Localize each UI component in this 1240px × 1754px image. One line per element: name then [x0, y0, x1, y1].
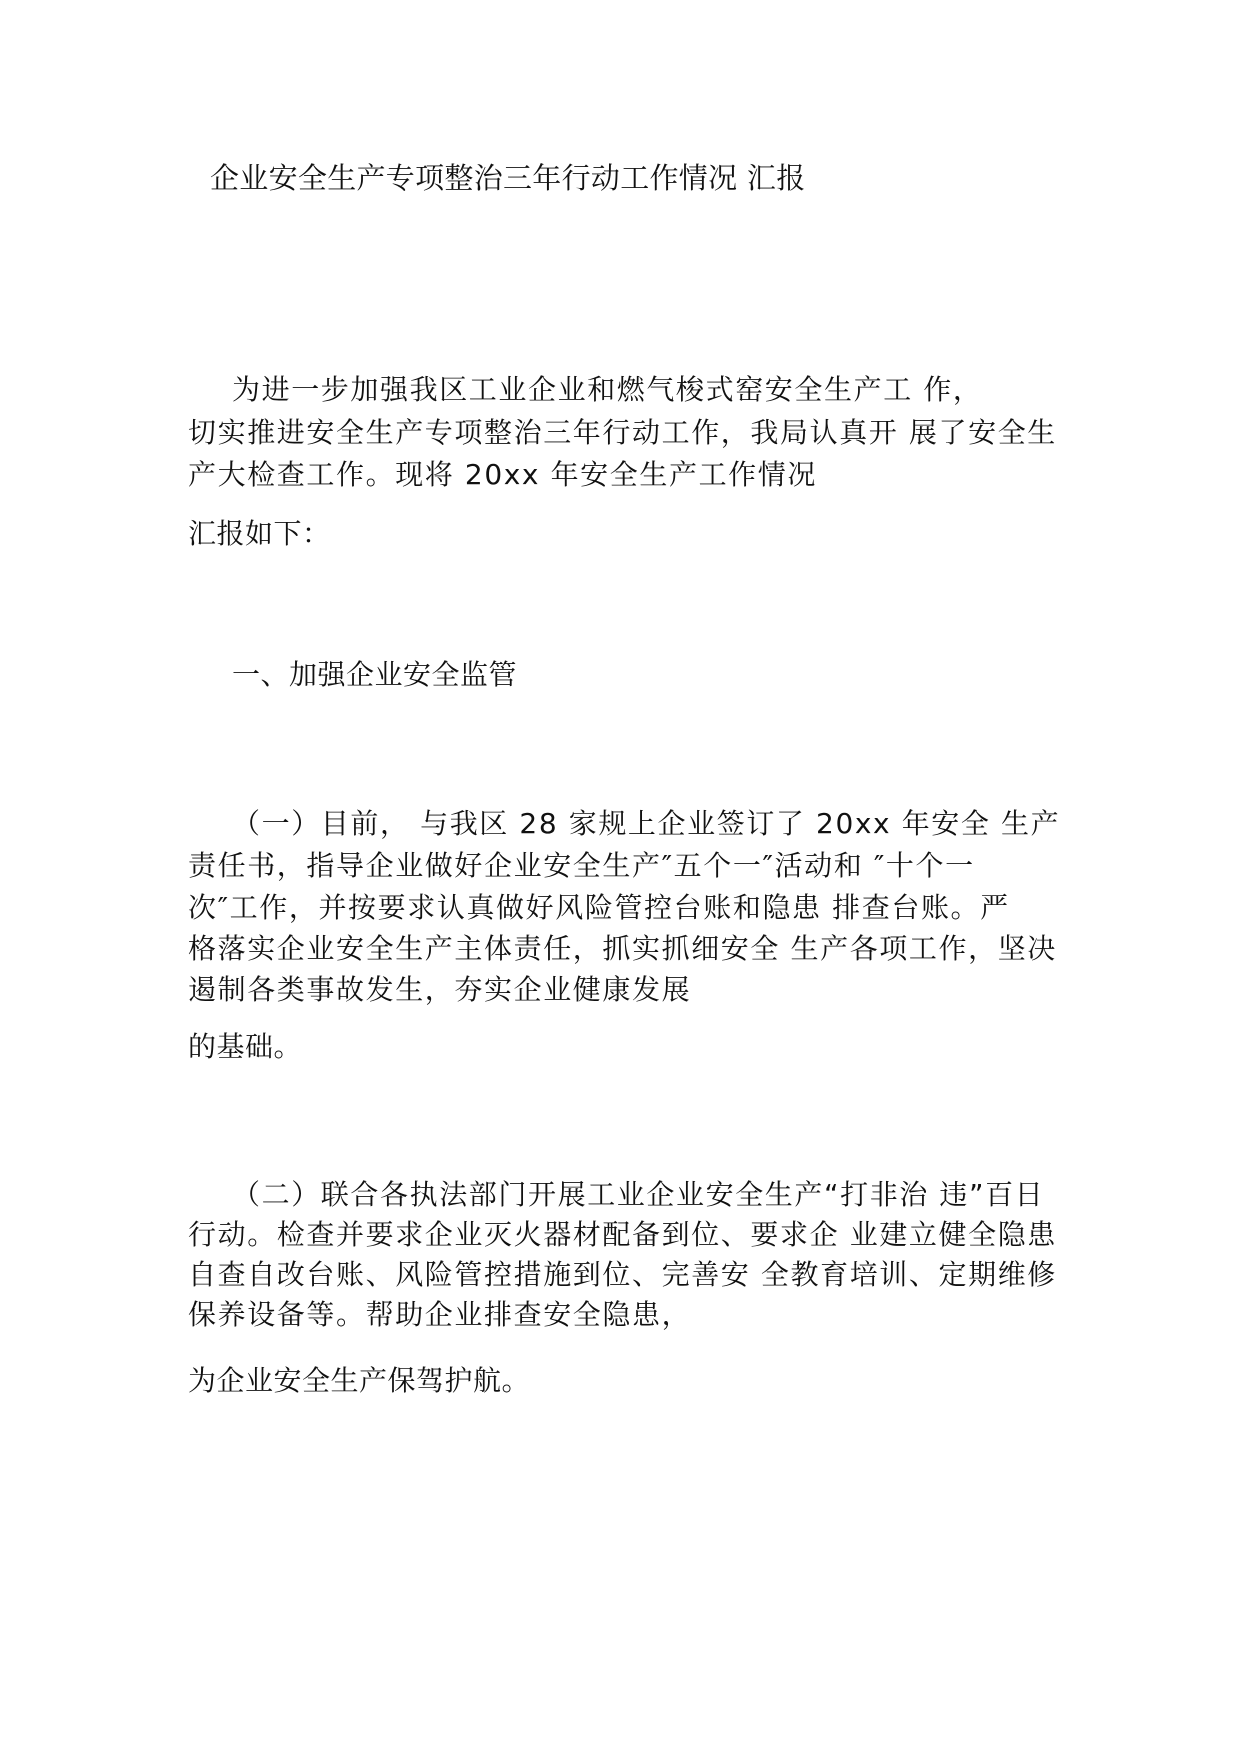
document-title: 企业安全生产专项整治三年行动工作情况 汇报	[210, 161, 806, 195]
item1-tail: 的基础。	[188, 1030, 303, 1063]
intro-line-1: 为进一步加强我区工业企业和燃气梭式窑安全生产工 作，	[232, 373, 983, 406]
item2-line-1: （二）联合各执法部门开展工业企业安全生产“打非治 违”百日	[232, 1178, 1045, 1211]
item1-line-3: 次″工作，并按要求认真做好风险管控台账和隐患 排查台账。严	[188, 891, 1010, 924]
item2-line-4: 保养设备等。帮助企业排查安全隐患，	[188, 1298, 692, 1331]
item2-line-3: 自查自改台账、风险管控措施到位、完善安 全教育培训、定期维修	[188, 1258, 1057, 1291]
intro-line-3: 产大检查工作。现将 20xx 年安全生产工作情况	[188, 458, 817, 491]
item1-line-2: 责任书，指导企业做好企业安全生产″五个一″活动和 ″十个一	[188, 849, 975, 882]
item1-line-1: （一）目前， 与我区 28 家规上企业签订了 20xx 年安全 生产	[232, 807, 1061, 840]
item1-line-5: 遏制各类事故发生，夯实企业健康发展	[188, 973, 692, 1006]
item2-tail: 为企业安全生产保驾护航。	[188, 1364, 531, 1397]
intro-tail: 汇报如下：	[188, 517, 331, 550]
intro-line-2: 切实推进安全生产专项整治三年行动工作，我局认真开 展了安全生	[188, 416, 1057, 449]
item1-line-4: 格落实企业安全生产主体责任，抓实抓细安全 生产各项工作，坚决	[188, 932, 1057, 965]
section-heading-1: 一、加强企业安全监管	[232, 658, 518, 691]
item2-line-2: 行动。检查并要求企业灭火器材配备到位、要求企 业建立健全隐患	[188, 1218, 1057, 1251]
